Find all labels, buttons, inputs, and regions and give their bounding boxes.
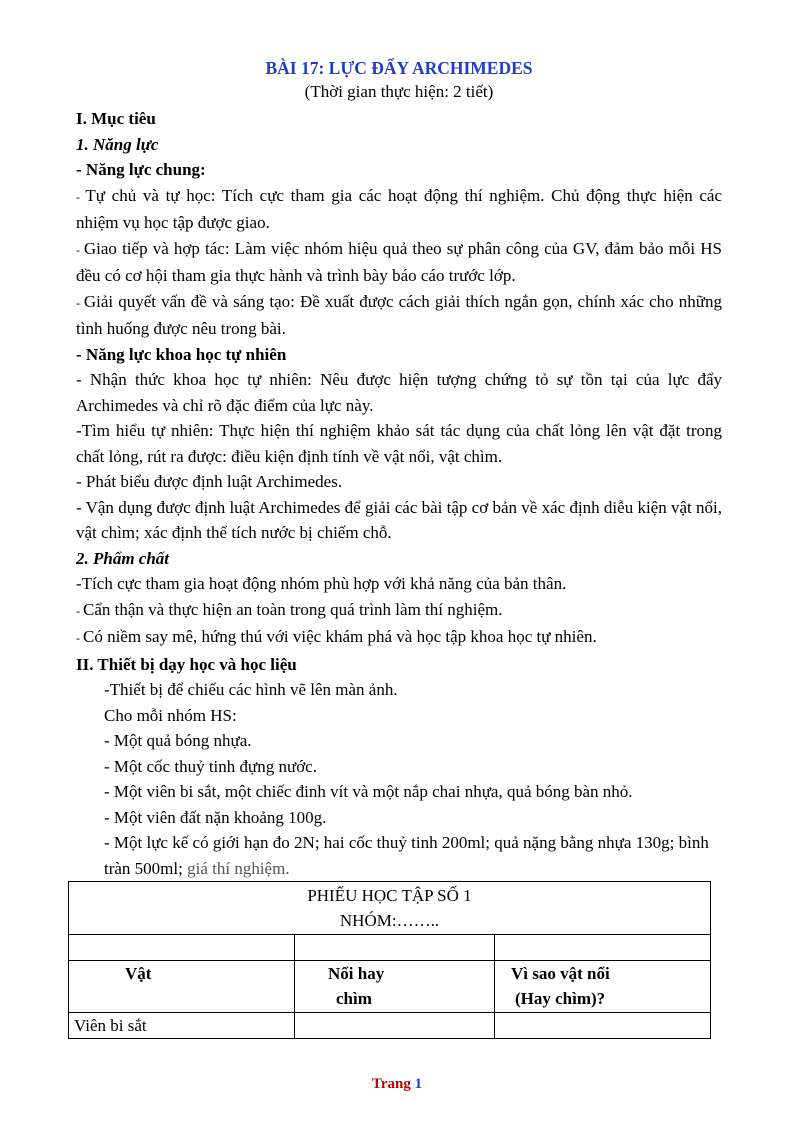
section-equipment-heading: II. Thiết bị dạy học và học liệu: [76, 654, 297, 674]
col-header-reason: Vì sao vật nổi (Hay chìm)?: [495, 961, 711, 1013]
general-item: - Giao tiếp và hợp tác: Làm việc nhóm hiệu quả theo sự phân công của GV, đảm bảo mỗi HS đều có cơ hội tham gia thực hành và trình bày báo cáo trước lớp.: [76, 238, 723, 285]
table-cell-input[interactable]: [495, 1013, 711, 1039]
equipment-item: - Một cốc thuỷ tinh đựng nước.: [104, 756, 317, 776]
equipment-item: - Một quả bóng nhựa.: [104, 731, 252, 750]
science-competence-heading: - Năng lực khoa học tự nhiên: [76, 344, 287, 364]
table-row-label: Viên bi sắt: [69, 1013, 295, 1039]
science-item: -Tìm hiểu tự nhiên: Thực hiện thí nghiệm khảo sát tác dụng của chất lỏng lên vật đặt trong chất lỏng, rút ra được: điều kiện định tính về vật nổi, vật chìm.: [76, 421, 722, 466]
col-header-object: Vật: [69, 961, 295, 1013]
competence-heading: 1. Năng lực: [76, 134, 159, 154]
lesson-title: BÀI 17: LỰC ĐẨY ARCHIMEDES: [265, 58, 533, 78]
science-item: - Nhận thức khoa học tự nhiên: Nêu được hiện tượng chứng tỏ sự tồn tại của lực đẩy Archimedes và chỉ rõ đặc điểm của lực này.: [76, 370, 722, 415]
general-item: - Giải quyết vấn đề và sáng tạo: Đề xuất được cách giải thích ngắn gọn, chính xác cho những tình huống được nêu trong bài.: [76, 291, 722, 338]
page-label: Trang: [371, 1076, 411, 1092]
worksheet-table: [68, 881, 711, 1039]
worksheet-header-cell: [69, 882, 711, 935]
page-footer: [0, 1076, 794, 1093]
table-cell-input[interactable]: [295, 1013, 495, 1039]
equipment-item: Cho mỗi nhóm HS:: [104, 705, 237, 725]
section-objectives-heading: I. Mục tiêu: [76, 109, 156, 128]
page-content: [76, 56, 722, 881]
equipment-item: - Một lực kế có giới hạn đo 2N; hai cốc thuỷ tinh 200ml; quả nặng bằng nhựa 130g; bình tràn 500ml; giá thí nghiệm.: [104, 833, 709, 878]
worksheet-title: PHIẾU HỌC TẬP SỐ 1: [307, 886, 472, 905]
equipment-item: - Một viên bi sắt, một chiếc đinh vít và một nắp chai nhựa, quả bóng bàn nhỏ.: [104, 782, 633, 801]
science-item: - Vận dụng được định luật Archimedes để giải các bài tập cơ bản về xác định diễu kiện vật nổi, vật chìm; xác định thể tích nước bị chiếm chỗ.: [76, 497, 722, 542]
page-number: 1: [414, 1076, 423, 1092]
general-item: - Tự chủ và tự học: Tích cực tham gia các hoạt động thí nghiệm. Chủ động thực hiện các nhiệm vụ học tập được giao.: [76, 185, 723, 232]
general-competence-heading: - Năng lực chung:: [76, 160, 206, 179]
table-cell: [69, 935, 295, 961]
equipment-item: - Một viên đất nặn khoảng 100g.: [104, 807, 327, 827]
table-cell: [495, 935, 711, 961]
quality-item: - Có niềm say mê, hứng thú với việc khám phá và học tập khoa học tự nhiên.: [76, 627, 597, 646]
table-cell: [295, 935, 495, 961]
worksheet-group: NHÓM:……..: [339, 911, 440, 930]
lesson-duration: (Thời gian thực hiện: 2 tiết): [304, 82, 494, 101]
science-item: - Phát biểu được định luật Archimedes.: [76, 472, 343, 491]
qualities-heading: 2. Phẩm chất: [76, 548, 170, 568]
quality-item: -Tích cực tham gia hoạt động nhóm phù hợp với khả năng của bản thân.: [76, 574, 567, 593]
equipment-item: -Thiết bị để chiếu các hình vẽ lên màn ảnh.: [104, 680, 398, 699]
quality-item: - Cẩn thận và thực hiện an toàn trong quá trình làm thí nghiệm.: [76, 599, 503, 619]
col-header-float-sink: Nổi hay chìm: [295, 961, 495, 1013]
equipment-list: [76, 677, 722, 881]
